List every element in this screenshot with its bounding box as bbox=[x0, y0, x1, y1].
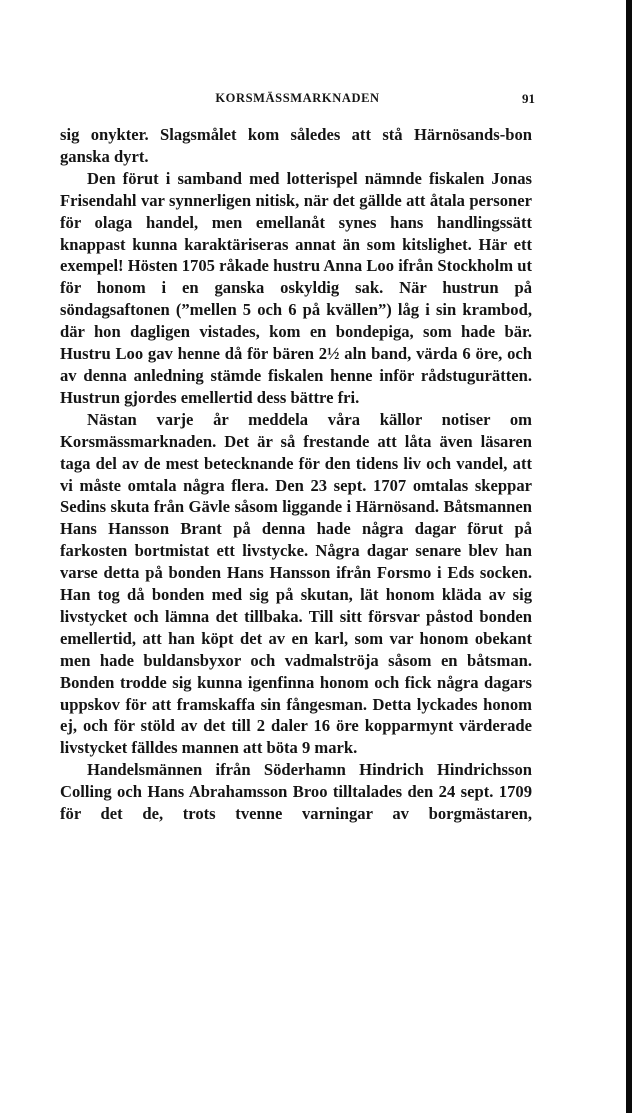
paragraph-korsmassmarknaden: Nästan varje år meddela våra källor notiser om Korsmässmarknaden. Det är så frestande att låta även läsaren taga del av de mest betecknande för den tidens liv och vandel, att vi måste omtala några flera. Den 23 sept. 1707 omtalas skeppar Sedins skuta från Gävle såsom liggande i Härnösand. Båtsmannen Hans Hansson Brant på denna hade några dagar förut på farkosten bortmistat ett livstycke. Några dagar senare blev han varse detta på bonden Hans Hansson ifrån Forsmo i Eds socken. Han tog då bonden med sig på skutan, lät honom kläda av sig livstycket och lämna det tillbaka. Till sitt försvar påstod bonden emellertid, att han köpt det av en karl, som var honom obekant men hade buldansbyxor och vadmalströja såsom en båtsman. Bonden trodde sig kunna igenfinna honom och fick några dagars uppskov för att framskaffa sin fångesman. Detta lyckades honom ej, och för stöld av det till 2 daler 16 öre kopparmynt värderade livstycket fälldes mannen att böta 9 mark. bbox=[60, 409, 532, 758]
paragraph-handelsmannen: Handelsmännen ifrån Söderhamn Hindrich Hindrichsson Colling och Hans Abrahamsson Broo tilltalades den 24 sept. 1709 för det de, trots tvenne varningar av borgmästaren, bbox=[60, 760, 532, 824]
page-number: 91 bbox=[522, 91, 535, 106]
body-text bbox=[60, 124, 532, 825]
paragraph-fiskalen: Den förut i samband med lotterispel nämnde fiskalen Jonas Frisendahl var synnerligen nitisk, när det gällde att åtala personer för olaga handel, men emellanåt synes hans handlingssätt knappast kunna karaktäriseras annat än som kitslighet. Här ett exempel! Hösten 1705 råkade hustru Anna Loo ifrån Stockholm ut för honom i en ganska oskyldig sak. När hustrun på söndagsaftonen (”mellen 5 och 6 på kvällen”) låg i sin krambod, där hon dagligen vistades, kom en bondepiga, som hade bär. Hustru Loo gav henne då för bären 2½ aln band, värda 6 öre, och av denna anledning stämde fiskalen henne inför rådstugurätten. Hustrun gjordes emellertid dess bättre fri. bbox=[60, 168, 532, 407]
page-header bbox=[60, 91, 535, 113]
page-edge-border bbox=[626, 0, 632, 1113]
running-title: KORSMÄSSMARKNADEN bbox=[215, 91, 380, 105]
paragraph-continuation: sig onykter. Slagsmålet kom således att stå Härnösands-bon ganska dyrt. bbox=[60, 125, 532, 166]
